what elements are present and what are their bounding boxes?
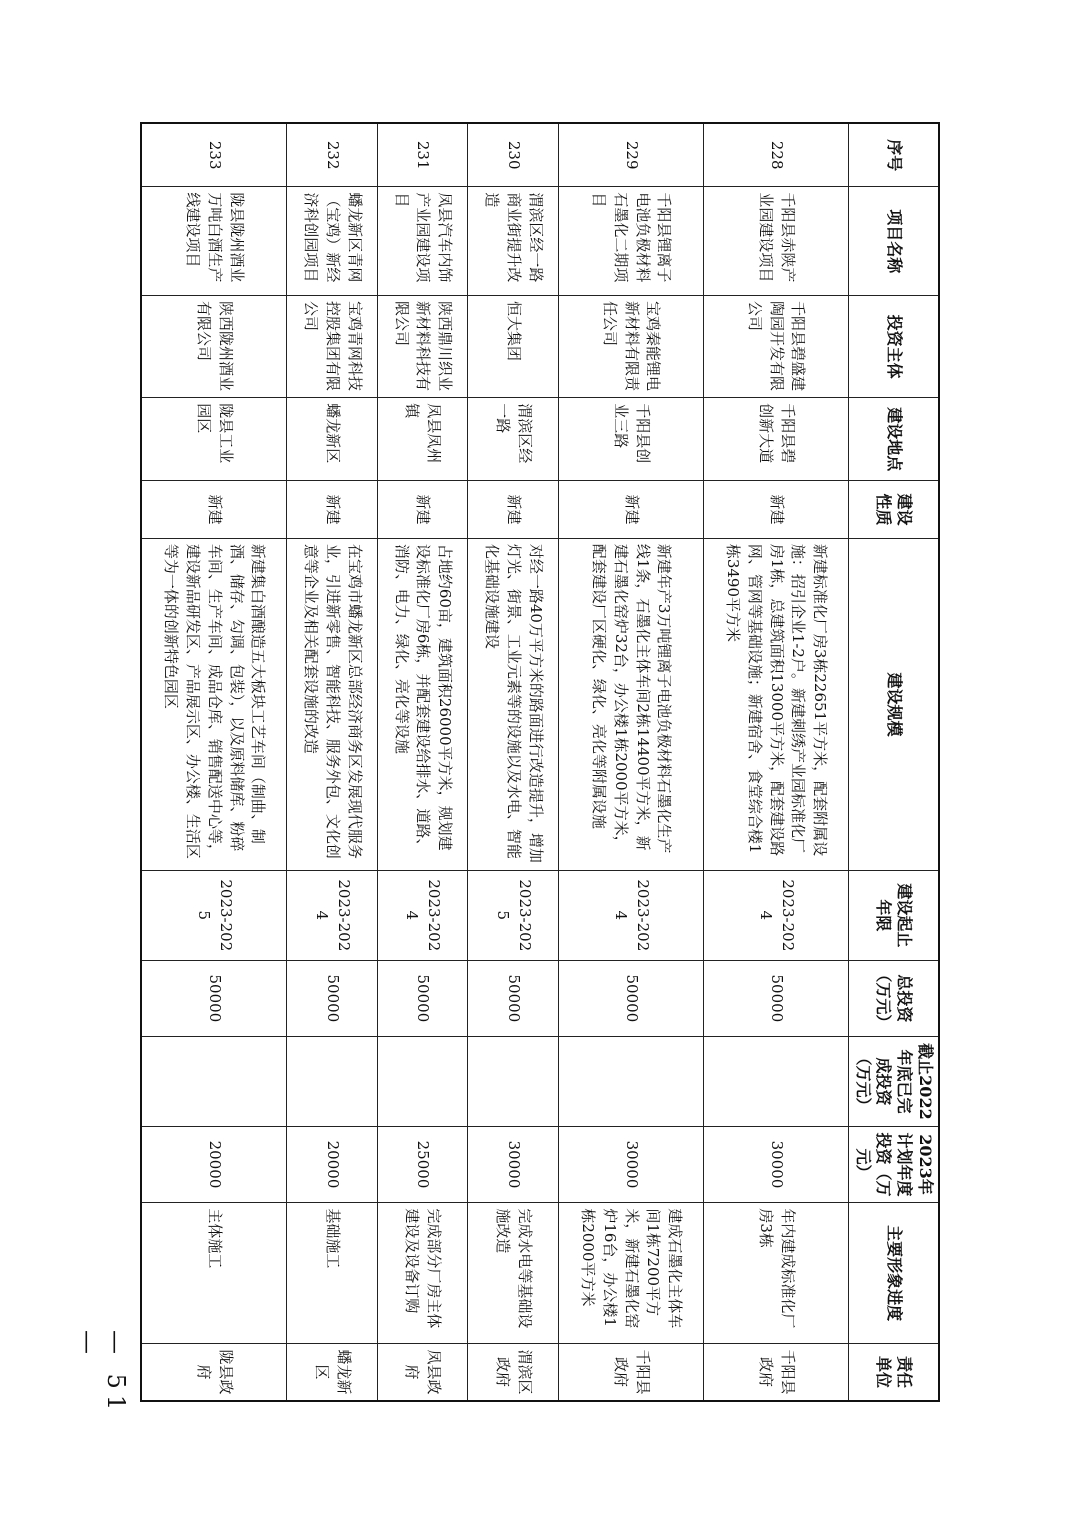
cell-project-name: 千阳县锂离子电池负极材料石墨化二期项目 [558,187,703,296]
header-cell: 项目名称 [848,187,939,296]
cell-index: 228 [703,123,848,187]
cell-total-investment: 50000 [468,960,559,1037]
table-row [287,123,378,1401]
table-row [468,123,559,1401]
cell-location: 蟠龙新区 [287,398,378,481]
cell-index: 229 [558,123,703,187]
header-cell: 截止2022年底已完成投资（万元） [848,1037,939,1126]
header-cell: 建设规模 [848,538,939,870]
cell-progress: 基础施工 [287,1203,378,1344]
cell-total-investment: 50000 [703,960,848,1037]
cell-responsible: 渭滨区政府 [468,1343,559,1401]
cell-completed-investment [377,1037,468,1126]
cell-scale: 在宝鸡市蟠龙新区总部经济商务区发展现代服务业，引进新零售、智能科技、服务外包、文化创意等企业及相关配套设施的改造 [287,538,378,870]
cell-scale: 占地约60亩，建筑面积26000平方米，规划建设标准化厂房6栋，并配套建设给排水、道路、消防、电力、绿化、亮化等设施 [377,538,468,870]
header-cell: 主要形象进度 [848,1203,939,1344]
cell-nature: 新建 [141,481,287,539]
cell-progress: 年内建成标准化厂房3栋 [703,1203,848,1344]
cell-completed-investment [287,1037,378,1126]
cell-total-investment: 50000 [141,960,287,1037]
cell-project-name: 蟠龙新区青网（宝鸡）新经济科创园项目 [287,187,378,296]
cell-nature: 新建 [287,481,378,539]
cell-planned-investment: 25000 [377,1126,468,1203]
cell-period: 2023-2025 [468,871,559,960]
cell-investor: 宝鸡秦能锂电新材料有限责任公司 [558,296,703,398]
cell-investor: 宝鸡青网科技控股集团有限公司 [287,296,378,398]
cell-responsible: 凤县政府 [377,1343,468,1401]
cell-planned-investment: 20000 [287,1126,378,1203]
cell-period: 2023-2024 [287,871,378,960]
cell-location: 千阳县碧创新大道 [703,398,848,481]
cell-planned-investment: 20000 [141,1126,287,1203]
cell-project-name: 陇县陇州酒业万吨白酒生产线建设项目 [141,187,287,296]
header-cell: 序号 [848,123,939,187]
cell-total-investment: 50000 [287,960,378,1037]
cell-location: 千阳县创业三路 [558,398,703,481]
cell-nature: 新建 [703,481,848,539]
cell-scale: 新建集白酒酿造五大板块工艺车间（制曲、制酒、储存、勾调、包装），以及原料储库、粉碎车间、生产车间、成品仓库、销售配送中心等，建设新品研发区、产品展示区、办公楼、生活区等为一体的创新特色园区 [141,538,287,870]
cell-progress: 完成水电等基础设施改造 [468,1203,559,1344]
cell-investor: 陕西陇州酒业有限公司 [141,296,287,398]
cell-completed-investment [141,1037,287,1126]
cell-period: 2023-2024 [703,871,848,960]
table-row [703,123,848,1401]
cell-responsible: 蟠龙新区 [287,1343,378,1401]
table-row [141,123,287,1401]
header-cell: 责任单位 [848,1343,939,1401]
cell-responsible: 陇县政府 [141,1343,287,1401]
cell-index: 230 [468,123,559,187]
header-cell: 投资主体 [848,296,939,398]
cell-investor: 陕西鼎川织业新材料科技有限公司 [377,296,468,398]
cell-location: 渭滨区经一路 [468,398,559,481]
cell-location: 凤县凤州镇 [377,398,468,481]
cell-progress: 主体施工 [141,1203,287,1344]
cell-investor: 恒大集团 [468,296,559,398]
cell-project-name: 千阳县赤陕产业园建设项目 [703,187,848,296]
cell-responsible: 千阳县政府 [703,1343,848,1401]
cell-index: 233 [141,123,287,187]
table-wrapper [140,122,940,1402]
cell-responsible: 千阳县政府 [558,1343,703,1401]
cell-completed-investment [558,1037,703,1126]
rotated-sheet [140,122,940,1402]
cell-planned-investment: 30000 [468,1126,559,1203]
cell-planned-investment: 30000 [558,1126,703,1203]
page-number: — 51 — [74,1330,130,1417]
cell-project-name: 渭滨区经一路商业街提升改造 [468,187,559,296]
cell-total-investment: 50000 [377,960,468,1037]
cell-scale: 对经一路40万平方米的路面进行改造提升，增加灯光、街景、工业元素等的设施以及水电、智能化基础设施建设 [468,538,559,870]
cell-scale: 新建标准化厂房3栋22651平方米，配套附属设施：招引企业1-2户。新建刺绣产业园标准化厂房1栋，总建筑面积13000平方米，配套建设路网、管网等基础设施；新建宿舍、食堂综合楼1栋3490平方米 [703,538,848,870]
cell-project-name: 凤县汽车内饰产业园建设项目 [377,187,468,296]
header-cell: 建设地点 [848,398,939,481]
cell-location: 陇县工业园区 [141,398,287,481]
cell-nature: 新建 [377,481,468,539]
table-row [558,123,703,1401]
cell-completed-investment [468,1037,559,1126]
cell-completed-investment [703,1037,848,1126]
cell-index: 231 [377,123,468,187]
project-table [140,122,940,1402]
table-row [377,123,468,1401]
cell-index: 232 [287,123,378,187]
cell-scale: 新建年产3万吨锂离子电池负极材料石墨化生产线1条，石墨化主体车间2栋14400平方米，新建石墨化窑炉32台，办公楼1栋2000平方米，配套建设厂区硬化、绿化、亮化等附属设施 [558,538,703,870]
cell-period: 2023-2025 [141,871,287,960]
cell-nature: 新建 [468,481,559,539]
header-row [848,123,939,1401]
cell-nature: 新建 [558,481,703,539]
cell-total-investment: 50000 [558,960,703,1037]
header-cell: 2023年计划年度投资（万元） [848,1126,939,1203]
cell-period: 2023-2024 [558,871,703,960]
cell-progress: 建成石墨化主体车间1栋7200平方米，新建石墨化窑炉16台，办公楼1栋2000平方米 [558,1203,703,1344]
cell-period: 2023-2024 [377,871,468,960]
header-cell: 建设起止年限 [848,871,939,960]
header-cell: 总投资（万元） [848,960,939,1037]
cell-investor: 千阳县碧盛建陶园开发有限公司 [703,296,848,398]
cell-progress: 完成部分厂房主体建设及设备订购 [377,1203,468,1344]
header-cell: 建设性质 [848,481,939,539]
cell-planned-investment: 30000 [703,1126,848,1203]
